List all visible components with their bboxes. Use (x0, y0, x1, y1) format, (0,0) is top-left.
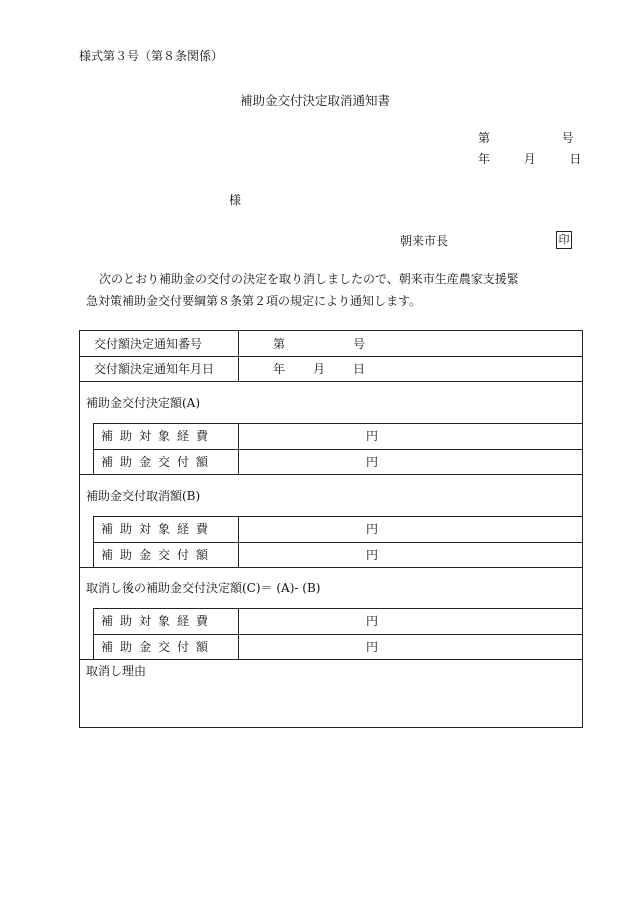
section-a-grant-label: 補助金交付額 (101, 455, 216, 469)
notice-number-suffix: 号 (353, 337, 366, 351)
table-rule (93, 516, 582, 517)
section-b-grant-unit: 円 (366, 548, 379, 562)
seal-mark: 印 (556, 231, 572, 249)
notice-date-month: 月 (313, 362, 326, 376)
document-title: 補助金交付決定取消通知書 (239, 93, 390, 108)
table-rule (93, 542, 582, 543)
notice-date-day: 日 (353, 362, 366, 376)
reference-month: 月 (523, 152, 536, 166)
reference-day: 日 (569, 152, 582, 166)
section-c-heading: 取消し後の補助金交付決定額(C)＝ (A)- (B) (86, 581, 321, 595)
section-b-heading: 補助金交付取消額(B) (86, 489, 201, 503)
table-rule (93, 516, 94, 567)
table-rule (80, 356, 582, 357)
table-rule (238, 331, 239, 381)
notice-number-prefix: 第 (273, 337, 286, 351)
section-a-heading: 補助金交付決定額(A) (86, 396, 201, 410)
section-b-cost-unit: 円 (366, 522, 379, 536)
table-rule (238, 423, 239, 474)
table-rule (93, 608, 582, 609)
form-table (79, 330, 583, 728)
section-a-cost-unit: 円 (366, 429, 379, 443)
table-rule (80, 659, 582, 660)
section-a-grant-unit: 円 (366, 455, 379, 469)
reference-date (478, 152, 581, 166)
body-text (86, 268, 586, 312)
section-c-grant-unit: 円 (366, 640, 379, 654)
table-rule (80, 474, 582, 475)
notice-number-label: 交付額決定通知番号 (94, 337, 203, 351)
table-rule (93, 608, 94, 659)
reference-number-prefix: 第 (478, 131, 491, 145)
table-rule (238, 516, 239, 567)
section-c-cost-label: 補助対象経費 (101, 614, 216, 628)
section-c-grant-label: 補助金交付額 (101, 640, 216, 654)
reference-number-suffix: 号 (561, 131, 574, 145)
notice-date-year: 年 (273, 362, 286, 376)
section-c-cost-unit: 円 (366, 614, 379, 628)
issuer-name: 朝来市長 (400, 234, 449, 248)
form-number: 様式第３号（第８条関係） (79, 49, 224, 63)
table-rule (93, 634, 582, 635)
notice-date-label: 交付額決定通知年月日 (94, 362, 215, 376)
table-rule (93, 423, 582, 424)
reference-year: 年 (478, 152, 491, 166)
section-b-grant-label: 補助金交付額 (101, 548, 216, 562)
addressee: 様 (229, 193, 242, 207)
section-b-cost-label: 補助対象経費 (101, 522, 216, 536)
table-rule (80, 567, 582, 568)
table-rule (93, 449, 582, 450)
body-line-1: 次のとおり補助金の交付の決定を取り消しましたので、朝来市生産農家支援緊 (99, 272, 519, 286)
table-rule (80, 381, 582, 382)
table-rule (93, 423, 94, 474)
table-rule (238, 608, 239, 659)
reference-number (478, 131, 574, 145)
body-line-2: 急対策補助金交付要綱第８条第２項の規定により通知します。 (86, 294, 422, 308)
section-a-cost-label: 補助対象経費 (101, 429, 216, 443)
cancellation-reason-label: 取消し理由 (86, 664, 147, 678)
